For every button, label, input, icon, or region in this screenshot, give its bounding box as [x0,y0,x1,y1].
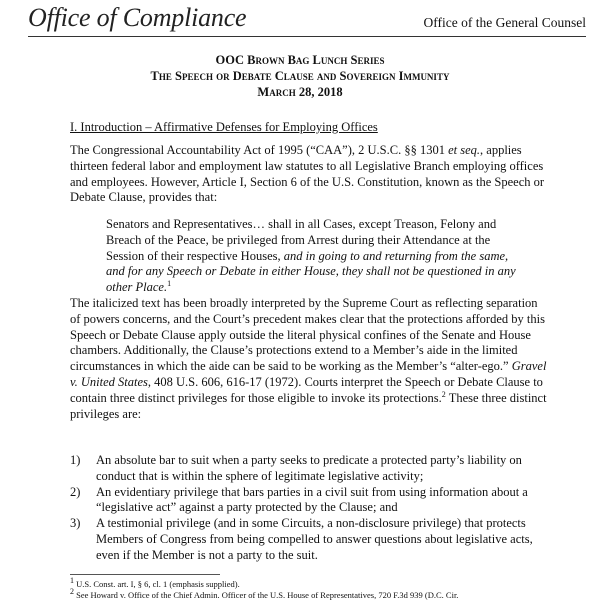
list-item [70,485,550,517]
intro-text-a: The Congressional Accountability Act of 1995 (“CAA”), 2 U.S.C. §§ 1301 [70,143,449,157]
intro-text-b: , applies thirteen federal labor and employment law statutes to all Legislative Branch employing offices and employees. However, Article I, Section 6 of the U.S. Constitution, known as the Speech or Debate Clause, provides that: [70,143,545,205]
general-counsel-label: Office of the General Counsel [423,15,586,30]
list-item [70,516,550,563]
list-number: 2) [70,484,81,499]
list-text: A testimonial privilege (and in some Circuits, a non-disclosure privilege) that protects Members of Congress from being compelled to answer questions about legislative acts, even if the Member is not a party to the suit. [96,516,533,562]
case-citation: Gravel v. United States [70,359,547,389]
footnote-2-text: See Howard v. Office of the Chief Admin. Officer of the U.S. House of Representatives, 720 F.3d 939 (D.C. Cir. [74,590,459,600]
document-title [0,52,600,100]
interp-text-c: These three distinct privileges are: [70,390,547,421]
list-item [70,453,550,485]
interp-text-a: The italicized text has been broadly interpreted by the Supreme Court as reflecting separation of powers concerns, and the Court’s precedent makes clear that the protections afforded by this Speech or Debate Clause apply outside the literal physical confines of the Senate and House chambers. Additionally, the Clause’s protections extend to a Member’s aide in the limited circumstances in which the aide can be said to be working as the Member’s “alter-ego.” [70,296,545,374]
quote-plain: Senators and Representatives… shall in all Cases, except Treason, Felony and Breach of the Peace, be privileged from Arrest during their Attendance at the Session of their respective Houses, [106,217,497,263]
intro-paragraph [70,143,550,206]
list-text: An absolute bar to suit when a party seeks to predicate a protected party’s liability on conduct that is within the sphere of legitimate legislative activity; [96,453,522,483]
interpretation-paragraph [70,296,550,422]
quote-italic: and in going to and returning from the same, and for any Speech or Debate in either House, they shall not be questioned in any other Place. [106,248,516,295]
title-series: OOC Brown Bag Lunch Series [215,53,385,67]
office-of-compliance-logo: Office of Compliance [28,3,247,32]
footnote-1-number: 1 [70,576,74,586]
header-divider [28,36,586,37]
title-topic: The Speech or Debate Clause and Sovereign Immunity [150,69,450,83]
list-number: 3) [70,516,81,531]
list-number: 1) [70,453,81,467]
footnote-1-text: U.S. Const. art. I, § 6, cl. 1 (emphasis supplied). [74,579,240,589]
footnote-divider [70,574,220,575]
intro-italic: et seq. [448,143,481,157]
title-date: March 28, 2018 [257,85,343,99]
interp-text-b: , 408 U.S. 606, 616-17 (1972). Courts interpret the Speech or Debate Clause to contain three distinct privileges for those eligible to invoke its protections. [70,374,543,405]
footnote-1 [70,576,580,589]
footnote-ref-2[interactable]: 2 [441,389,446,399]
list-text: An evidentiary privilege that bars parties in a civil suit from using information about a “legislative act” against a party protected by the Clause; and [96,484,528,515]
footnote-2-number: 2 [70,587,74,597]
constitution-quote [106,217,526,296]
footnote-2 [70,587,580,600]
privileges-list [70,453,550,564]
footnote-ref-1[interactable]: 1 [167,279,172,289]
section-heading: I. Introduction – Affirmative Defenses for Employing Offices [70,120,378,134]
